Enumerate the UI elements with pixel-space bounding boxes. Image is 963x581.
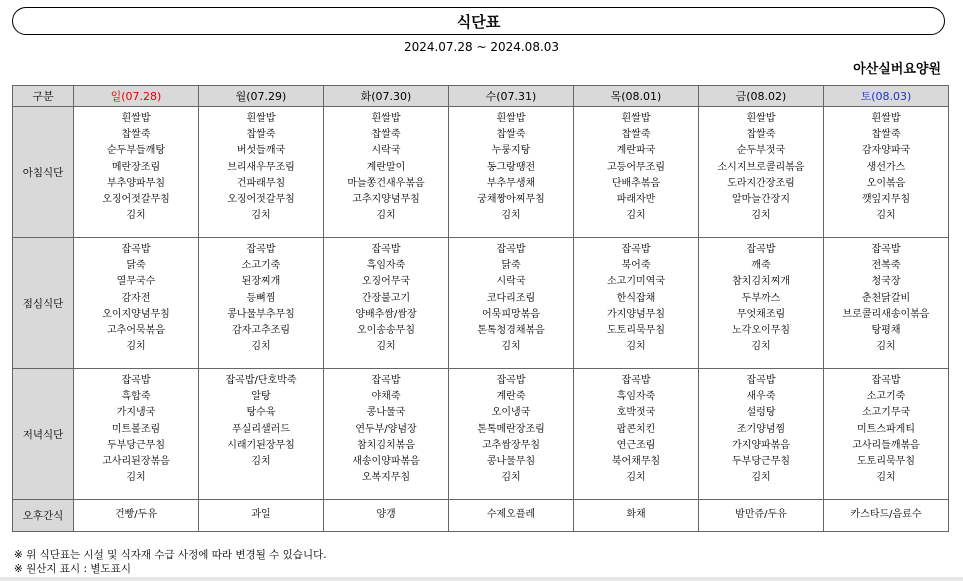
menu-item: 고사리된장볶음 xyxy=(102,456,170,468)
menu-item: 계란파국 xyxy=(616,145,656,157)
menu-item: 김치 xyxy=(126,472,146,484)
menu-item: 북어죽 xyxy=(621,260,651,272)
menu-item: 새송이양파볶음 xyxy=(352,456,420,468)
menu-item: 건빵/두유 xyxy=(114,509,157,520)
menu-item: 오이송송무침 xyxy=(357,325,415,337)
menu-item: 전복죽 xyxy=(871,260,901,272)
menu-item: 김치 xyxy=(626,472,646,484)
menu-item: 콩나물부추무침 xyxy=(227,308,295,320)
menu-item: 연근조림 xyxy=(616,439,656,451)
menu-item: 오징어젓갈무침 xyxy=(227,194,295,206)
menu-item: 김치 xyxy=(501,341,521,353)
menu-item: 가지양념무침 xyxy=(607,308,665,320)
day-header xyxy=(574,86,699,107)
menu-item: 파래자반 xyxy=(616,194,656,206)
menu-item: 찹쌀죽 xyxy=(121,129,151,141)
menu-item: 흰쌀밥 xyxy=(371,113,401,124)
menu-item: 새우죽 xyxy=(746,391,776,403)
menu-item: 고추쌈장무침 xyxy=(482,439,540,451)
note-line: ※ 위 식단표는 시설 및 식자재 수급 사정에 따라 변경될 수 있습니다. xyxy=(14,549,327,561)
menu-item: 잡곡밥 xyxy=(496,375,526,386)
menu-item: 잡곡밥 xyxy=(746,375,776,386)
menu-item: 노각오이무침 xyxy=(732,325,790,337)
menu-item: 푸실리샐러드 xyxy=(232,423,290,435)
menu-item: 도토리묵무침 xyxy=(857,456,915,468)
menu-item: 잡곡밥 xyxy=(871,244,901,255)
menu-item: 알마늘간장지 xyxy=(732,194,790,206)
menu-item: 김치 xyxy=(126,341,146,353)
menu-item: 간장불고기 xyxy=(361,292,411,304)
menu-item: 두부까스 xyxy=(741,292,781,304)
menu-item: 오징어젓갈무침 xyxy=(102,194,170,206)
menu-item: 톤톡청경채볶음 xyxy=(477,325,545,337)
menu-item: 부추무생채 xyxy=(486,177,536,189)
menu-item: 닭죽 xyxy=(126,260,146,272)
day-header-label: 목(08.01) xyxy=(610,90,662,103)
menu-item: 고등어무조림 xyxy=(607,161,665,173)
menu-cell xyxy=(449,369,574,500)
menu-item: 오징어무국 xyxy=(361,276,411,288)
menu-item: 시락국 xyxy=(371,145,401,157)
menu-cell xyxy=(824,107,949,238)
menu-item: 오이냉국 xyxy=(491,407,531,419)
menu-item: 탕수육 xyxy=(246,407,276,419)
menu-item: 잡곡밥 xyxy=(371,244,401,255)
menu-item: 찹쌀죽 xyxy=(496,129,526,141)
day-header-label: 월(07.29) xyxy=(235,90,287,103)
menu-item: 순두부들깨탕 xyxy=(107,145,165,157)
menu-item: 김치 xyxy=(626,341,646,353)
menu-item: 잡곡밥/단호박죽 xyxy=(225,375,297,386)
day-header-label: 일(07.28) xyxy=(110,90,162,103)
menu-item: 잡곡밥 xyxy=(121,375,151,386)
day-header xyxy=(74,86,199,107)
day-header xyxy=(199,86,324,107)
menu-cell xyxy=(574,369,699,500)
menu-table xyxy=(12,85,949,532)
menu-item: 흰쌀밥 xyxy=(871,113,901,124)
menu-item: 김치 xyxy=(376,210,396,222)
bottom-divider xyxy=(0,577,963,581)
menu-cell xyxy=(824,238,949,369)
organization-name: 아산실버요양원 xyxy=(853,62,941,77)
menu-cell xyxy=(824,369,949,500)
menu-item: 연두부/양념장 xyxy=(355,423,417,435)
menu-item: 흰쌀밥 xyxy=(121,113,151,124)
meal-row xyxy=(13,238,949,369)
menu-item: 흑임자죽 xyxy=(616,391,656,403)
menu-item: 찹쌀죽 xyxy=(746,129,776,141)
meal-category: 오후간식 xyxy=(13,500,74,532)
note-line: ※ 원산지 표시 : 별도표시 xyxy=(14,563,131,575)
menu-item: 오이볶음 xyxy=(866,177,906,189)
menu-cell xyxy=(199,369,324,500)
menu-item: 흰쌀밥 xyxy=(246,113,276,124)
day-header xyxy=(324,86,449,107)
menu-item: 잡곡밥 xyxy=(621,375,651,386)
menu-item: 감자전 xyxy=(121,292,151,304)
menu-item: 김치 xyxy=(251,341,271,353)
menu-item: 잡곡밥 xyxy=(371,375,401,386)
menu-item: 양갱 xyxy=(376,509,396,520)
meal-row xyxy=(13,369,949,500)
menu-item: 부추양파무침 xyxy=(107,177,165,189)
menu-item: 두부당근무침 xyxy=(732,456,790,468)
menu-cell xyxy=(199,238,324,369)
menu-item: 김치 xyxy=(751,341,771,353)
menu-cell xyxy=(699,107,824,238)
menu-item: 소고기무국 xyxy=(861,407,911,419)
menu-item: 참치김치볶음 xyxy=(357,439,415,451)
menu-cell xyxy=(574,107,699,238)
menu-item: 감자고추조림 xyxy=(232,325,290,337)
menu-item: 춘천닭갈비 xyxy=(861,292,911,304)
menu-item: 양배추쌈/쌈장 xyxy=(355,308,417,320)
menu-item: 김치 xyxy=(751,210,771,222)
menu-item: 김치 xyxy=(876,472,896,484)
menu-item: 도라지간장조림 xyxy=(727,177,795,189)
menu-item: 호박젓국 xyxy=(616,407,656,419)
menu-item: 흰쌀밥 xyxy=(621,113,651,124)
menu-item: 소고기미역국 xyxy=(607,276,665,288)
menu-cell xyxy=(449,500,574,532)
menu-item: 열무국수 xyxy=(116,276,156,288)
menu-item: 북어채무침 xyxy=(611,456,661,468)
menu-item: 궁채짱아찌무침 xyxy=(477,194,545,206)
menu-item: 잡곡밥 xyxy=(246,244,276,255)
menu-item: 수제오플레 xyxy=(486,509,536,520)
menu-item: 소고기죽 xyxy=(241,260,281,272)
menu-item: 잡곡밥 xyxy=(871,375,901,386)
menu-item: 흑합죽 xyxy=(121,391,151,403)
menu-item: 참치김치찌개 xyxy=(732,276,790,288)
menu-title-box xyxy=(12,7,945,35)
menu-cell xyxy=(699,369,824,500)
menu-item: 브리새우무조림 xyxy=(227,161,295,173)
menu-item: 찹쌀죽 xyxy=(371,129,401,141)
menu-item: 깻잎지무침 xyxy=(861,194,911,206)
menu-cell xyxy=(324,238,449,369)
menu-item: 김치 xyxy=(376,341,396,353)
menu-item: 등뼈찜 xyxy=(246,292,276,304)
menu-item: 알탕 xyxy=(251,391,271,403)
menu-item: 미트볼조림 xyxy=(111,423,161,435)
menu-item: 계란죽 xyxy=(496,391,526,403)
menu-item: 콩나물국 xyxy=(366,407,406,419)
menu-item: 닭죽 xyxy=(501,260,521,272)
menu-cell xyxy=(74,238,199,369)
menu-item: 단배추볶음 xyxy=(611,177,661,189)
menu-item: 김치 xyxy=(876,210,896,222)
menu-item: 도토리묵무침 xyxy=(607,325,665,337)
menu-cell xyxy=(324,500,449,532)
menu-item: 고사리들깨볶음 xyxy=(852,439,920,451)
menu-item: 가지냉국 xyxy=(116,407,156,419)
menu-item: 브로콜리새송이볶음 xyxy=(842,308,930,320)
menu-cell xyxy=(574,238,699,369)
menu-item: 오복지무침 xyxy=(361,472,411,484)
menu-item: 어묵피망볶음 xyxy=(482,308,540,320)
date-range: 2024.07.28 ~ 2024.08.03 xyxy=(403,40,560,54)
menu-item: 시래기된장무침 xyxy=(227,439,295,451)
menu-item: 설렁탕 xyxy=(746,407,776,419)
menu-item: 깨죽 xyxy=(751,260,771,272)
day-header-label: 금(08.02) xyxy=(735,90,787,103)
menu-item: 미트스파게티 xyxy=(857,423,915,435)
notes xyxy=(14,548,327,576)
menu-item: 찹쌀죽 xyxy=(246,129,276,141)
menu-item: 코다리조림 xyxy=(486,292,536,304)
category-header: 구분 xyxy=(13,86,74,107)
menu-item: 김치 xyxy=(126,210,146,222)
menu-item: 순두부젓국 xyxy=(736,145,786,157)
menu-item: 계란말이 xyxy=(366,161,406,173)
menu-item: 생선가스 xyxy=(866,161,906,173)
menu-item: 김치 xyxy=(626,210,646,222)
menu-item: 화채 xyxy=(626,509,646,520)
menu-item: 잡곡밥 xyxy=(496,244,526,255)
menu-item: 마늘쫑건새우볶음 xyxy=(347,177,425,189)
menu-item: 흰쌀밥 xyxy=(496,113,526,124)
menu-cell xyxy=(74,369,199,500)
menu-item: 과일 xyxy=(251,509,271,520)
menu-item: 카스타드/음료수 xyxy=(850,509,922,520)
menu-item: 소시지브로콜리볶음 xyxy=(717,161,805,173)
menu-cell xyxy=(574,500,699,532)
menu-item: 김치 xyxy=(251,210,271,222)
menu-item: 고추어묵볶음 xyxy=(107,325,165,337)
menu-item: 메란장조림 xyxy=(111,161,161,173)
menu-item: 된장찌개 xyxy=(241,276,281,288)
menu-cell xyxy=(324,369,449,500)
menu-cell xyxy=(699,238,824,369)
day-header xyxy=(449,86,574,107)
menu-item: 김치 xyxy=(501,472,521,484)
meal-row xyxy=(13,107,949,238)
menu-cell xyxy=(199,107,324,238)
menu-item: 밤만쥬/두유 xyxy=(735,509,787,520)
day-header xyxy=(699,86,824,107)
menu-item: 김치 xyxy=(251,456,271,468)
menu-item: 톤톡메란장조림 xyxy=(477,423,545,435)
menu-item: 김치 xyxy=(876,341,896,353)
menu-item: 흰쌀밥 xyxy=(746,113,776,124)
day-header-label: 토(08.03) xyxy=(860,90,912,103)
menu-item: 고추지양념무침 xyxy=(352,194,420,206)
menu-item: 팝콘치킨 xyxy=(616,423,656,435)
meal-category: 점심식단 xyxy=(13,238,74,369)
menu-item: 청국장 xyxy=(871,276,901,288)
menu-item: 잡곡밥 xyxy=(121,244,151,255)
meal-row xyxy=(13,500,949,532)
menu-item: 감자양파국 xyxy=(861,145,911,157)
menu-item: 누룽지탕 xyxy=(491,145,531,157)
menu-cell xyxy=(449,107,574,238)
menu-item: 찹쌀죽 xyxy=(871,129,901,141)
menu-cell xyxy=(699,500,824,532)
menu-item: 흑임자죽 xyxy=(366,260,406,272)
menu-item: 두부당근무침 xyxy=(107,439,165,451)
meal-category: 저녁식단 xyxy=(13,369,74,500)
menu-item: 시락국 xyxy=(496,276,526,288)
menu-item: 한식잡채 xyxy=(616,292,656,304)
header-row xyxy=(13,86,949,107)
day-header-label: 수(07.31) xyxy=(485,90,537,103)
menu-item: 찹쌀죽 xyxy=(621,129,651,141)
menu-item: 건파래무침 xyxy=(236,177,286,189)
menu-item: 잡곡밥 xyxy=(746,244,776,255)
menu-item: 무엇채조림 xyxy=(736,308,786,320)
menu-item: 야채죽 xyxy=(371,391,401,403)
day-header-label: 화(07.30) xyxy=(360,90,412,103)
menu-cell xyxy=(74,107,199,238)
day-header xyxy=(824,86,949,107)
menu-item: 동그랑땡전 xyxy=(486,161,536,173)
menu-item: 조기양념찜 xyxy=(736,423,786,435)
menu-cell xyxy=(824,500,949,532)
menu-item: 콩나물무침 xyxy=(486,456,536,468)
menu-cell xyxy=(449,238,574,369)
page-title: 식단표 xyxy=(456,12,501,31)
menu-item: 김치 xyxy=(501,210,521,222)
menu-item: 소고기죽 xyxy=(866,391,906,403)
menu-cell xyxy=(324,107,449,238)
menu-item: 가지양파볶음 xyxy=(732,439,790,451)
menu-item: 잡곡밥 xyxy=(621,244,651,255)
menu-item: 버섯들깨국 xyxy=(236,145,286,157)
menu-cell xyxy=(74,500,199,532)
menu-cell xyxy=(199,500,324,532)
menu-item: 김치 xyxy=(751,472,771,484)
meal-category: 아침식단 xyxy=(13,107,74,238)
menu-item: 탕평채 xyxy=(871,325,901,337)
menu-item: 오이지양념무침 xyxy=(102,308,170,320)
